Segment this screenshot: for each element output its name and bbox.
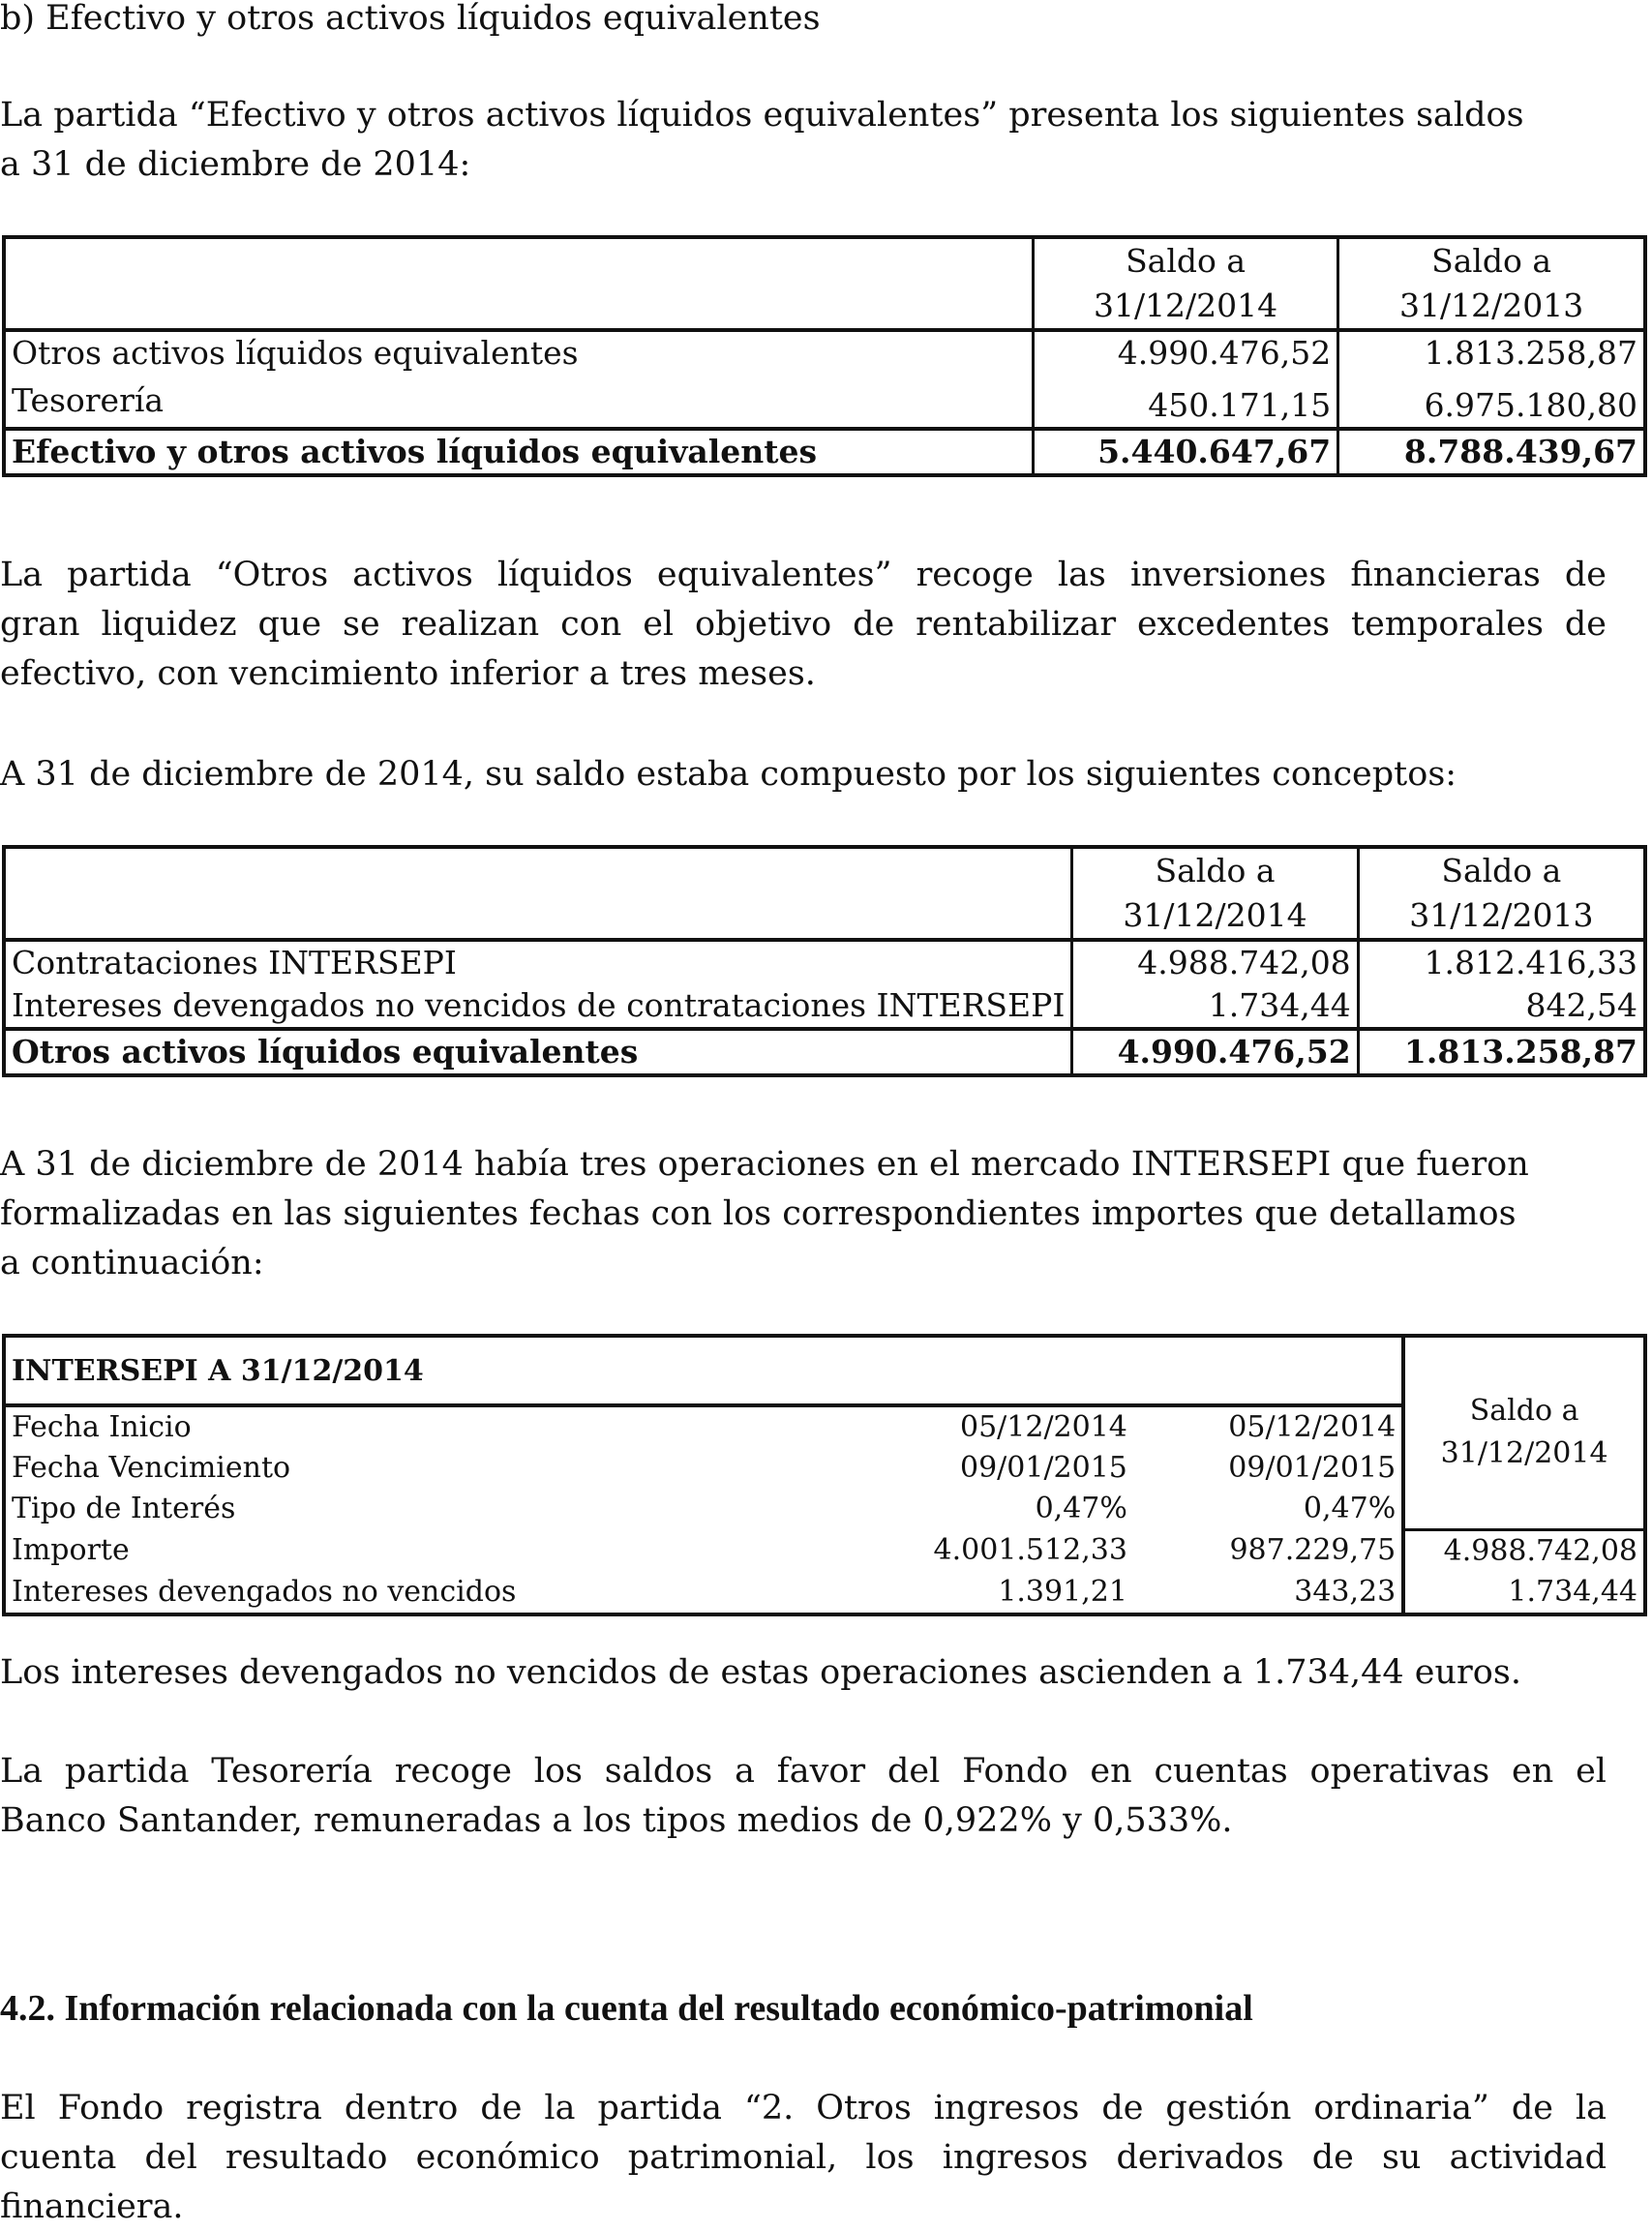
table-row (4, 375, 1645, 429)
paragraph-line: gran liquidez que se realizan con el objetivo de rentabilizar excedentes temporales de (0, 605, 1607, 644)
paragraph-line: cuenta del resultado económico patrimonial, los ingresos derivados de su actividad (0, 2138, 1607, 2177)
paragraph-line: efectivo, con vencimiento inferior a tres meses. (0, 654, 816, 693)
paragraph-line: financiera. (0, 2187, 184, 2226)
paragraph-intereses: Los intereses devengados no vencidos de estas operaciones ascienden a 1.734,44 euros. (0, 1653, 1521, 1692)
paragraph-line: A 31 de diciembre de 2014 había tres operaciones en el mercado INTERSEPI que fueron (0, 1145, 1529, 1184)
total-2013: 1.813.258,87 (1358, 1029, 1645, 1075)
value-2014: 4.990.476,52 (1033, 330, 1337, 375)
row-label: Intereses devengados no vencidos de contrataciones INTERSEPI (12, 986, 1066, 1024)
operation-1-value: 09/01/2015 (959, 1451, 1127, 1485)
saldo-value: 4.988.742,08 (1403, 1529, 1645, 1572)
total-label: Efectivo y otros activos líquidos equivalentes (4, 429, 1033, 475)
paragraph-composition: A 31 de diciembre de 2014, su saldo estaba compuesto por los siguientes conceptos: (0, 755, 1457, 794)
intro-paragraph (0, 91, 1607, 190)
row-label: Tesorería (12, 381, 165, 419)
table-row (4, 1572, 1645, 1614)
row-label: Tipo de Interés (12, 1492, 236, 1525)
row-label: Intereses devengados no vencidos (12, 1574, 517, 1609)
paragraph-tesoreria (0, 1747, 1607, 1846)
header-2013 (1358, 847, 1645, 940)
header-2013 (1338, 237, 1645, 330)
row-label: Fecha Vencimiento (12, 1451, 291, 1485)
table-row (4, 1448, 1645, 1489)
paragraph-intersepi (0, 1140, 1607, 1288)
header-empty-cell (4, 847, 1072, 940)
header-date: 31/12/2013 (1409, 896, 1594, 934)
value-2013: 1.812.416,33 (1358, 940, 1645, 984)
table-row (4, 984, 1645, 1029)
row-label: Otros activos líquidos equivalentes (12, 334, 579, 372)
paragraph-line: El Fondo registra dentro de la partida “2. Otros ingresos de gestión ordinaria” de la (0, 2089, 1607, 2127)
paragraph-ingresos (0, 2084, 1607, 2232)
total-2013: 8.788.439,67 (1338, 429, 1645, 475)
table-row (4, 940, 1645, 984)
paragraph-line: a continuación: (0, 1244, 264, 1282)
intro-line: a 31 de diciembre de 2014: (0, 145, 471, 184)
header-empty-cell (4, 237, 1033, 330)
table-total-row (4, 429, 1645, 475)
value-2014: 1.734,44 (1072, 984, 1358, 1029)
value-2013: 1.813.258,87 (1338, 330, 1645, 375)
header-date: 31/12/2014 (1123, 896, 1307, 934)
paragraph-line: formalizadas en las siguientes fechas con los correspondientes importes que detallamos (0, 1194, 1517, 1233)
header-label: Saldo a (1441, 852, 1562, 890)
table-row (4, 330, 1645, 375)
total-2014: 4.990.476,52 (1072, 1029, 1358, 1075)
table-row (4, 1529, 1645, 1572)
operation-2-value: 343,23 (1294, 1574, 1397, 1609)
header-date: 31/12/2014 (1093, 287, 1278, 324)
operation-2-value: 0,47% (1303, 1492, 1397, 1525)
value-2013: 6.975.180,80 (1338, 375, 1645, 429)
intersepi-title-row (4, 1336, 1645, 1405)
header-label: Saldo a (1155, 852, 1276, 890)
table-header-row (4, 847, 1645, 940)
paragraph-line: La partida “Otros activos líquidos equivalentes” recoge las inversiones financieras de (0, 556, 1607, 594)
operation-2-value: 987.229,75 (1229, 1532, 1397, 1567)
value-2014: 450.171,15 (1033, 375, 1337, 429)
intro-line: La partida “Efectivo y otros activos líquidos equivalentes” presenta los siguientes saldos (0, 96, 1524, 135)
operation-1-value: 05/12/2014 (959, 1410, 1127, 1444)
total-label: Otros activos líquidos equivalentes (4, 1029, 1072, 1075)
table-row (4, 1405, 1645, 1448)
header-2014 (1072, 847, 1358, 940)
header-2014 (1033, 237, 1337, 330)
header-label: Saldo a (1469, 1394, 1579, 1429)
cash-balances-table (2, 235, 1647, 477)
header-label: Saldo a (1126, 242, 1247, 280)
paragraph-line: Banco Santander, remuneradas a los tipos medios de 0,922% y 0,533%. (0, 1801, 1233, 1840)
operation-1-value: 4.001.512,33 (933, 1532, 1127, 1567)
intersepi-title: INTERSEPI A 31/12/2014 (4, 1336, 1403, 1405)
row-label: Fecha Inicio (12, 1410, 192, 1444)
paragraph-line: La partida Tesorería recoge los saldos a favor del Fondo en cuentas operativas en el (0, 1752, 1607, 1791)
saldo-header (1403, 1336, 1645, 1529)
operation-1-value: 0,47% (1035, 1492, 1127, 1525)
table-row (4, 1489, 1645, 1529)
row-label: Importe (12, 1532, 130, 1567)
intersepi-table (2, 1334, 1647, 1616)
table-total-row (4, 1029, 1645, 1075)
header-label: Saldo a (1431, 242, 1552, 280)
table-header-row (4, 237, 1645, 330)
operation-2-value: 09/01/2015 (1228, 1451, 1397, 1485)
other-assets-table (2, 845, 1647, 1077)
value-2014: 4.988.742,08 (1072, 940, 1358, 984)
operation-2-value: 05/12/2014 (1228, 1410, 1397, 1444)
operation-1-value: 1.391,21 (998, 1574, 1127, 1609)
value-2013: 842,54 (1358, 984, 1645, 1029)
paragraph-otros-activos (0, 551, 1607, 699)
header-date: 31/12/2014 (1440, 1436, 1608, 1471)
total-2014: 5.440.647,67 (1033, 429, 1337, 475)
section-4-2-title: 4.2. Información relacionada con la cuenta del resultado económico-patrimonial (0, 1988, 1253, 2029)
header-date: 31/12/2013 (1399, 287, 1584, 324)
saldo-value: 1.734,44 (1403, 1572, 1645, 1614)
row-label: Contrataciones INTERSEPI (12, 944, 457, 981)
section-b-title: b) Efectivo y otros activos líquidos equivalentes (0, 0, 821, 38)
